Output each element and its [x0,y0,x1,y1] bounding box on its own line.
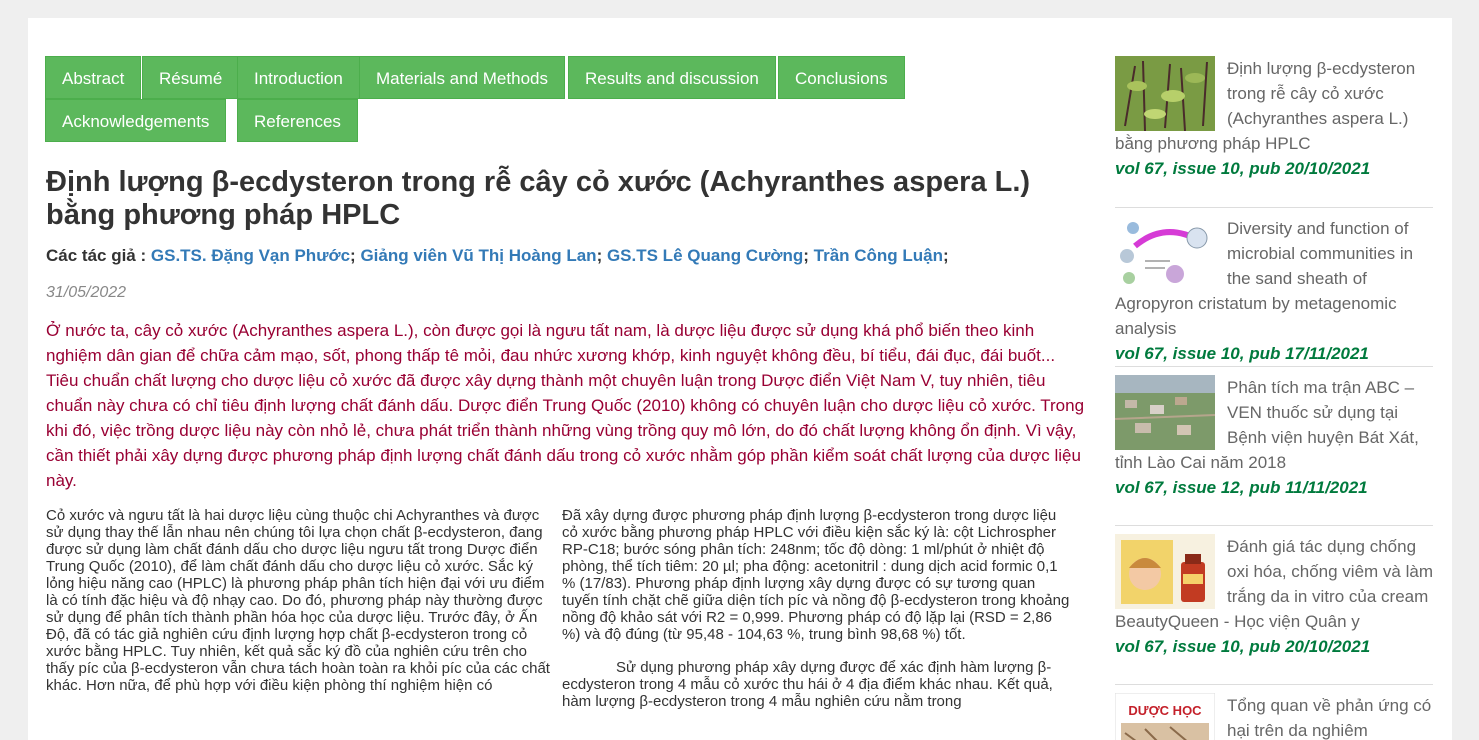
product-thumbnail[interactable] [1115,534,1215,609]
publish-date: 31/05/2022 [46,284,127,301]
related-article[interactable] [1115,216,1433,367]
body-paragraph: Đã xây dựng được phương pháp định lượng β-ecdysteron trong dược liệu cỏ xước bằng phương pháp HPLC với điều kiện sắc ký là: cột Lichrospher RP-C18; bước sóng phân tích: 248nm; tốc độ dòng: 1 ml/phút ở nhiệt độ phòng, thể tích tiêm: 20 µl; pha động: acetonitril : dung dịch acid formic 0,1 % (17/83). Phương pháp định lượng xây dựng được có sự tương quan tuyến tính chặt chẽ giữa diện tích píc và nồng độ β-ecdysteron trong khoảng nồng độ khảo sát với R2 = 0,999. Phương pháp có độ lặp lại (RSD = 2,86 %) và độ đúng (từ 95,48 - 104,63 %, trung bình 98,68 %) tốt. [562,507,1070,643]
related-article[interactable] [1115,693,1433,740]
related-article-title[interactable]: Đánh giá tác dụng chống oxi hóa, chống viêm và làm trắng da in vitro của cream BeautyQueen - Học viện Quân y [1115,537,1433,631]
related-article[interactable] [1115,56,1433,208]
related-article-title[interactable]: Định lượng β-ecdysteron trong rễ cây cỏ xước (Achyranthes aspera L.) bằng phương pháp HPLC [1115,59,1416,153]
author-link[interactable]: Giảng viên Vũ Thị Hoàng Lan [360,246,597,265]
aerial-thumbnail[interactable] [1115,375,1215,450]
tab-acknowledgements[interactable]: Acknowledgements [45,99,226,142]
author-link[interactable]: GS.TS. Đặng Vạn Phước [150,246,351,265]
magazine-label: DƯỢC HỌC [1128,703,1202,718]
article-title: Định lượng β-ecdysteron trong rễ cây cỏ xước (Achyranthes aspera L.) bằng phương pháp HPLC [46,166,1031,231]
related-article-meta: vol 67, issue 10, pub 17/11/2021 [1115,344,1369,363]
body-column-right [562,507,1070,710]
tab-abstract[interactable]: Abstract [45,56,141,99]
related-article-meta: vol 67, issue 12, pub 11/11/2021 [1115,478,1368,497]
tab-introduction[interactable]: Introduction [237,56,360,99]
authors-line: Các tác giả : GS.TS. Đặng Vạn Phước; Giảng viên Vũ Thị Hoàng Lan; GS.TS Lê Quang Cường; Trần Công Luận; [46,246,949,265]
plant-thumbnail[interactable] [1115,56,1215,131]
page-container [28,18,1452,740]
related-article-title[interactable]: Tổng quan về phản ứng có hại trên da nghiêm [1227,696,1432,740]
author-link[interactable]: Trần Công Luận [813,246,944,265]
diagram-thumbnail[interactable] [1115,216,1215,291]
tab-conclusions[interactable]: Conclusions [778,56,905,99]
tab-resume[interactable]: Résumé [142,56,239,99]
body-paragraph: Cỏ xước và ngưu tất là hai dược liệu cùng thuộc chi Achyranthes và được sử dụng thay thế lẫn nhau nên chúng tôi lựa chọn chất β-ecdysteron, đang được sử dụng làm chất đánh dấu cho dược liệu ngưu tất trong Dược điển Trung Quốc (2010), để làm chất đánh dấu cho dược liệu cỏ xước. Sắc ký lỏng hiệu năng cao (HPLC) là phương pháp phân tích hiện đại với ưu điểm là có tính đặc hiệu và độ nhạy cao. Do đó, phương pháp này thường được sử dụng để phân tích thành phần hóa học của dược liệu. Trước đây, ở Ấn Độ, đã có tác giả nghiên cứu định lượng hợp chất β-ecdysteron trong cỏ xước bằng HPLC. Tuy nhiên, kết quả sắc ký đồ của nghiên cứu trên cho thấy píc của β-ecdysteron vẫn chưa tách hoàn toàn ra khỏi píc của các chất khác. Hơn nữa, để phù hợp với điều kiện phòng thí nghiệm hiện có [46,507,550,694]
related-article-title[interactable]: Diversity and function of microbial communities in the sand sheath of Agropyron cristatum by metagenomic analysis [1115,219,1414,338]
related-article-meta: vol 67, issue 10, pub 20/10/2021 [1115,159,1371,178]
related-article[interactable] [1115,375,1433,526]
related-articles-sidebar [1115,56,1433,740]
magazine-thumbnail[interactable] [1115,693,1215,740]
related-article-meta: vol 67, issue 10, pub 20/10/2021 [1115,637,1371,656]
tab-results-discussion[interactable]: Results and discussion [568,56,776,99]
author-link[interactable]: GS.TS Lê Quang Cường [606,246,804,265]
body-column-left [46,507,554,694]
body-paragraph: Sử dụng phương pháp xây dựng được để xác định hàm lượng β-ecdysteron trong 4 mẫu cỏ xước thu hái ở 4 địa điểm khác nhau. Kết quả, hàm lượng β-ecdysteron trong 4 mẫu nghiên cứu nằm trong [562,659,1053,710]
tab-references[interactable]: References [237,99,358,142]
related-article-title[interactable]: Phân tích ma trận ABC – VEN thuốc sử dụng tại Bệnh viện huyện Bát Xát, tỉnh Lào Cai năm 2018 [1115,378,1419,472]
related-article[interactable] [1115,534,1433,685]
tab-materials-methods[interactable]: Materials and Methods [359,56,565,99]
abstract-text: Ở nước ta, cây cỏ xước (Achyranthes aspera L.), còn được gọi là ngưu tất nam, là dược liệu được sử dụng khá phổ biến theo kinh nghiệm dân gian để chữa cảm mạo, sốt, phong thấp tê mỏi, đau nhức xương khớp, kinh nguyệt không đều, bí tiểu, đái đục, đái buốt... Tiêu chuẩn chất lượng cho dược liệu cỏ xước đã được xây dựng thành một chuyên luận trong Dược điển Việt Nam V, tuy nhiên, tiêu chuẩn này chưa có chỉ tiêu định lượng chất đánh dấu. Dược điển Trung Quốc (2010) không có chuyên luận cho dược liệu cỏ xước. Trong khi đó, việc trồng dược liệu này còn nhỏ lẻ, chưa phát triển thành những vùng trồng quy mô lớn, do đó chất lượng không ổn định. Vì vậy, cần thiết phải xây dựng được phương pháp định lượng chất đánh dấu trong cỏ xước nhằm góp phần kiểm soát chất lượng của dược liệu này. [46,321,1085,490]
authors-label: Các tác giả : [46,246,147,265]
